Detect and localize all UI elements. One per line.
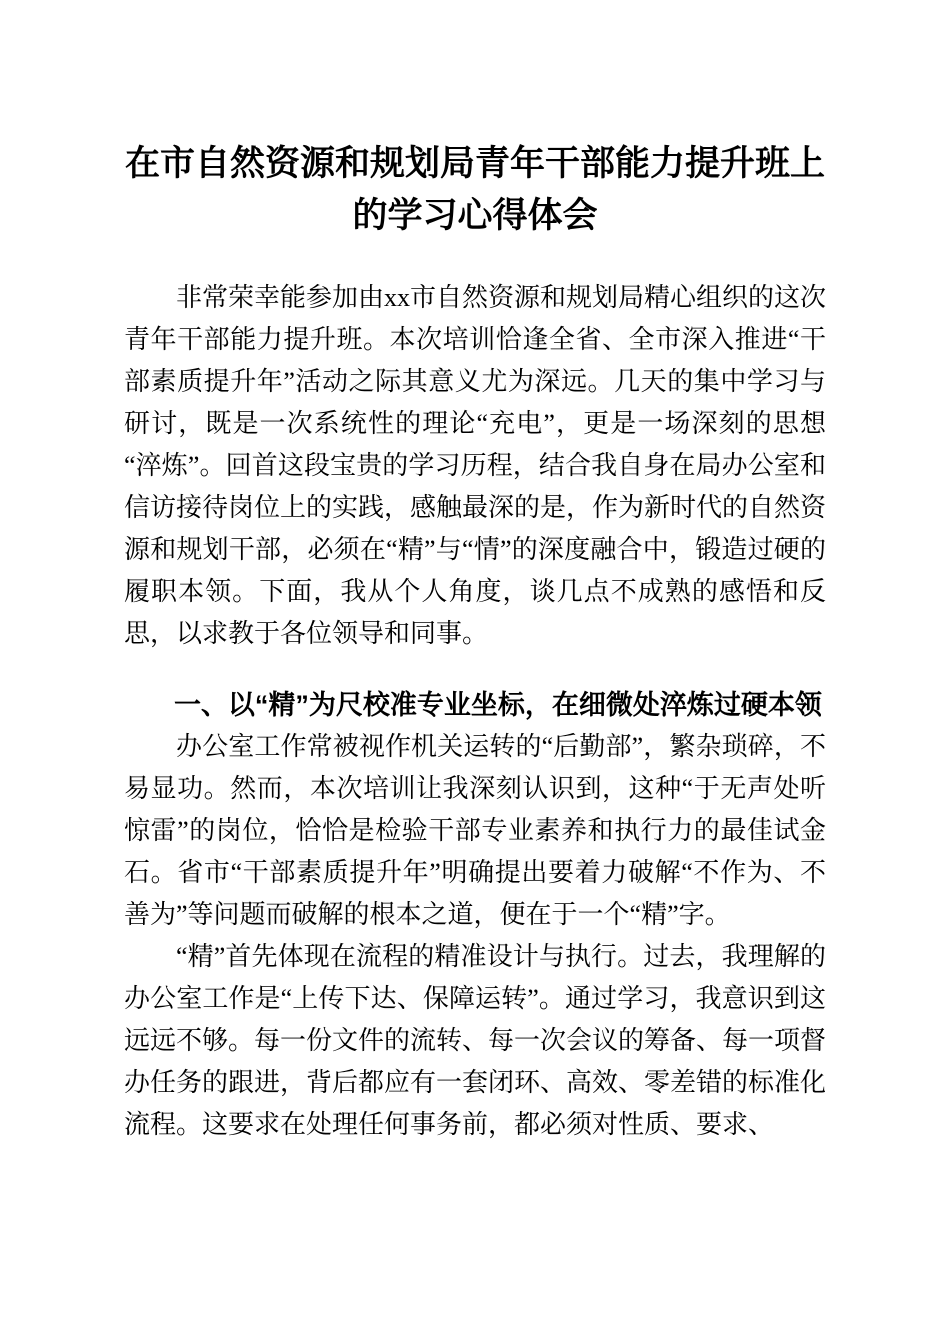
section-heading-1: 一、以“精”为尺校准专业坐标，在细微处淬炼过硬本领 [173, 690, 822, 720]
document-title: 在市自然资源和规划局青年干部能力提升班上的学习心得体会 [124, 144, 825, 235]
intro-paragraph: 非常荣幸能参加由xx市自然资源和规划局精心组织的这次青年干部能力提升班。本次培训恰逢全省、全市深入推进“干部素质提升年”活动之际其意义尤为深远。几天的集中学习与研讨，既是一次系统性的理论“充电”，更是一场深刻的思想“淬炼”。回首这段宝贵的学习历程，结合我自身在局办公室和信访接待岗位上的实践，感触最深的是，作为新时代的自然资源和规划干部，必须在“精”与“情”的深度融合中，锻造过硬的履职本领。下面，我从个人角度，谈几点不成熟的感悟和反思，以求教于各位领导和同事。 [124, 283, 827, 648]
section-1-paragraph-2: “精”首先体现在流程的精准设计与执行。过去，我理解的办公室工作是“上传下达、保障运转”。通过学习，我意识到这远远不够。每一份文件的流转、每一次会议的筹备、每一项督办任务的跟进，背后都应有一套闭环、高效、零差错的标准化流程。这要求在处理任何事务前，都必须对性质、要求、 [124, 942, 827, 1139]
section-1-paragraph-1: 办公室工作常被视作机关运转的“后勤部”，繁杂琐碎，不易显功。然而，本次培训让我深刻认识到，这种“于无声处听惊雷”的岗位，恰恰是检验干部专业素养和执行力的最佳试金石。省市“干部素质提升年”明确提出要着力破解“不作为、不善为”等问题而破解的根本之道，便在于一个“精”字。 [124, 732, 826, 929]
